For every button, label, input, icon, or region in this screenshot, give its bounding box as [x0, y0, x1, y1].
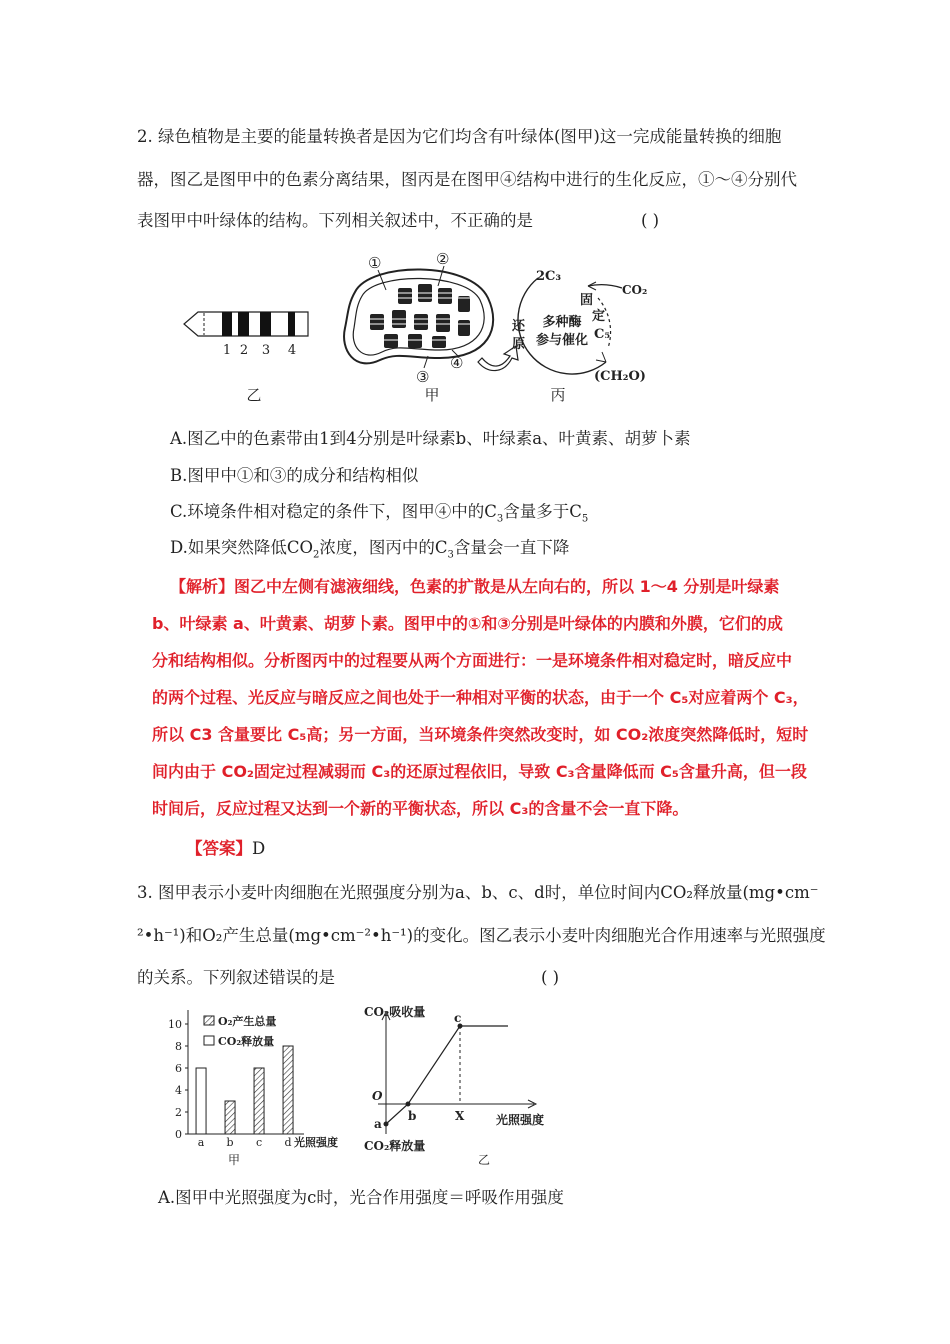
q2-paren: ( ) [641, 211, 660, 230]
q3-line3 [137, 968, 560, 988]
band-1 [222, 312, 232, 336]
opt-d-pre: D.如果突然降低CO [170, 538, 314, 557]
explain-line-7: 时间后，反应过程又达到一个新的平衡状态，所以 C₃的含量不会一直下降。 [152, 799, 689, 818]
band-3 [260, 312, 271, 336]
x-tick-label: c [255, 1136, 263, 1149]
chromatography-strip [184, 312, 308, 404]
opt-d-post: 含量会一直下降 [453, 538, 570, 557]
bar-d [283, 1046, 293, 1134]
opt-d-sub1: 2 [313, 549, 320, 561]
opt-d-sub2: 3 [447, 549, 454, 561]
y-tick-label: 0 [175, 1128, 182, 1141]
chart-caption-yi: 乙 [477, 1153, 491, 1167]
y-label-bottom: CO₂释放量 [364, 1139, 426, 1153]
opt-c-sub2: 5 [581, 513, 589, 525]
point-label-a: a [374, 1117, 382, 1131]
x-axis-label: 光照强度 [294, 1136, 338, 1149]
q2-line3 [137, 211, 660, 231]
struct-label-2: ② [436, 250, 450, 268]
label-ch2o: (CH₂O) [594, 369, 646, 384]
answer-tag: 【答案】 [186, 839, 252, 858]
band-label-1: 1 [222, 343, 232, 358]
explain-line-3: 分和结构相似。分析图丙中的过程要从两个方面进行：一是环境条件相对稳定时，暗反应中 [152, 651, 793, 670]
caption-bing: 丙 [550, 386, 566, 404]
q3-line3-text: 的关系。下列叙述错误的是 [137, 968, 335, 987]
explain-line-4: 的两个过程、光反应与暗反应之间也处于一种相对平衡的状态，由于一个 C₅对应着两个 C₃， [152, 688, 809, 707]
caption-jia: 甲 [424, 386, 440, 404]
label-fix2: 定 [592, 309, 606, 324]
band-label-2: 2 [239, 343, 249, 358]
bar-c [254, 1068, 264, 1134]
legend-label: CO₂释放量 [218, 1035, 275, 1048]
caption-yi: 乙 [246, 386, 262, 404]
q2-option-b: B.图甲中①和③的成分和结构相似 [170, 466, 419, 485]
opt-c-pre: C.环境条件相对稳定的条件下，图甲④中的C [170, 502, 497, 521]
q2-option-a: A.图乙中的色素带由1到4分别是叶绿素b、叶绿素a、叶黄素、胡萝卜素 [170, 429, 691, 448]
x-tick-label: a [197, 1136, 205, 1149]
band-2 [238, 312, 249, 336]
q2-line3-text: 表图甲中叶绿体的结构。下列相关叙述中，不正确的是 [137, 211, 533, 230]
point-label-x: X [455, 1109, 465, 1123]
chart-caption-jia: 甲 [227, 1153, 241, 1167]
y-tick-label: 6 [175, 1062, 182, 1075]
x-tick-label: b [226, 1136, 234, 1149]
point [384, 1122, 389, 1127]
explain-line-5: 所以 C3 含量要比 C₅高；另一方面，当环境条件突然改变时，如 CO₂浓度突然降低时，短时 [152, 725, 809, 744]
q3-line2: ²•h⁻¹)和O₂产生总量(mg•cm⁻²•h⁻¹)的变化。图乙表示小麦叶肉细胞光合作用速率与光照强度 [137, 926, 826, 945]
q3-line1: 3. 图甲表示小麦叶肉细胞在光照强度分别为a、b、c、d时，单位时间内CO₂释放量(mg•cm⁻ [137, 883, 819, 902]
y-tick-label: 10 [168, 1018, 182, 1031]
explain-line-2: b、叶绿素 a、叶黄素、胡萝卜素。图甲中的①和③分别是叶绿体的内膜和外膜，它们的成 [152, 614, 783, 633]
label-red2: 原 [512, 337, 526, 352]
label-c5: C₅ [594, 327, 611, 342]
band-label-4: 4 [287, 343, 297, 358]
bar-a [196, 1068, 206, 1134]
bar-b [225, 1101, 235, 1134]
chloroplast-diagram [344, 250, 518, 404]
point-label-b: b [408, 1109, 417, 1123]
legend-label: O₂产生总量 [218, 1015, 277, 1028]
answer-value: D [252, 839, 266, 858]
q2-figure [170, 240, 690, 410]
band-4 [288, 312, 295, 336]
label-fix1: 固 [580, 293, 594, 308]
line-chart-yi [358, 1000, 578, 1170]
label-co2: CO₂ [622, 283, 648, 297]
answer-line [186, 839, 265, 859]
band-label-3: 3 [261, 343, 271, 358]
explain-line-6: 间内由于 CO₂固定过程减弱而 C₃的还原过程依旧，导致 C₃含量降低而 C₅含量升高，但一段 [152, 762, 807, 781]
y-tick-label: 2 [175, 1106, 182, 1119]
q3-option-a: A.图甲中光照强度为c时，光合作用强度＝呼吸作用强度 [158, 1188, 564, 1207]
label-enz2: 参与催化 [535, 333, 589, 348]
struct-label-3: ③ [416, 368, 430, 386]
bar-chart-jia [160, 1000, 360, 1170]
y-label-top: CO₂吸收量 [364, 1005, 426, 1019]
y-tick-label: 4 [175, 1084, 182, 1097]
label-enz1: 多种酶 [542, 315, 582, 330]
x-axis-label: 光照强度 [496, 1113, 545, 1127]
struct-label-4: ④ [450, 354, 464, 372]
opt-c-mid: 含量多于C [503, 502, 582, 521]
struct-label-1: ① [368, 254, 382, 272]
opt-d-mid: 浓度，图丙中的C [319, 538, 448, 557]
label-red1: 还 [512, 319, 526, 334]
calvin-cycle [511, 269, 647, 404]
opt-c-sub1: 3 [496, 513, 504, 525]
legend-swatch [204, 1016, 214, 1025]
explain-line-1: 【解析】图乙中左侧有滤液细线，色素的扩散是从左向右的，所以 1～4 分别是叶绿素 [170, 577, 780, 596]
label-2c3: 2C₃ [536, 269, 562, 284]
curve [386, 1026, 508, 1124]
origin-label: O [372, 1089, 383, 1103]
q3-paren: ( ) [541, 968, 560, 987]
q2-line2: 器，图乙是图甲中的色素分离结果，图丙是在图甲④结构中进行的生化反应，①～④分别代 [137, 170, 797, 189]
y-tick-label: 8 [175, 1040, 182, 1053]
q2-option-d [170, 538, 570, 561]
x-tick-label: d [284, 1136, 292, 1149]
q2-option-c [170, 502, 589, 525]
point [406, 1102, 411, 1107]
legend-swatch [204, 1036, 214, 1045]
point-label-c: c [454, 1011, 462, 1025]
q2-line1: 2. 绿色植物是主要的能量转换者是因为它们均含有叶绿体(图甲)这一完成能量转换的细胞 [137, 127, 782, 146]
